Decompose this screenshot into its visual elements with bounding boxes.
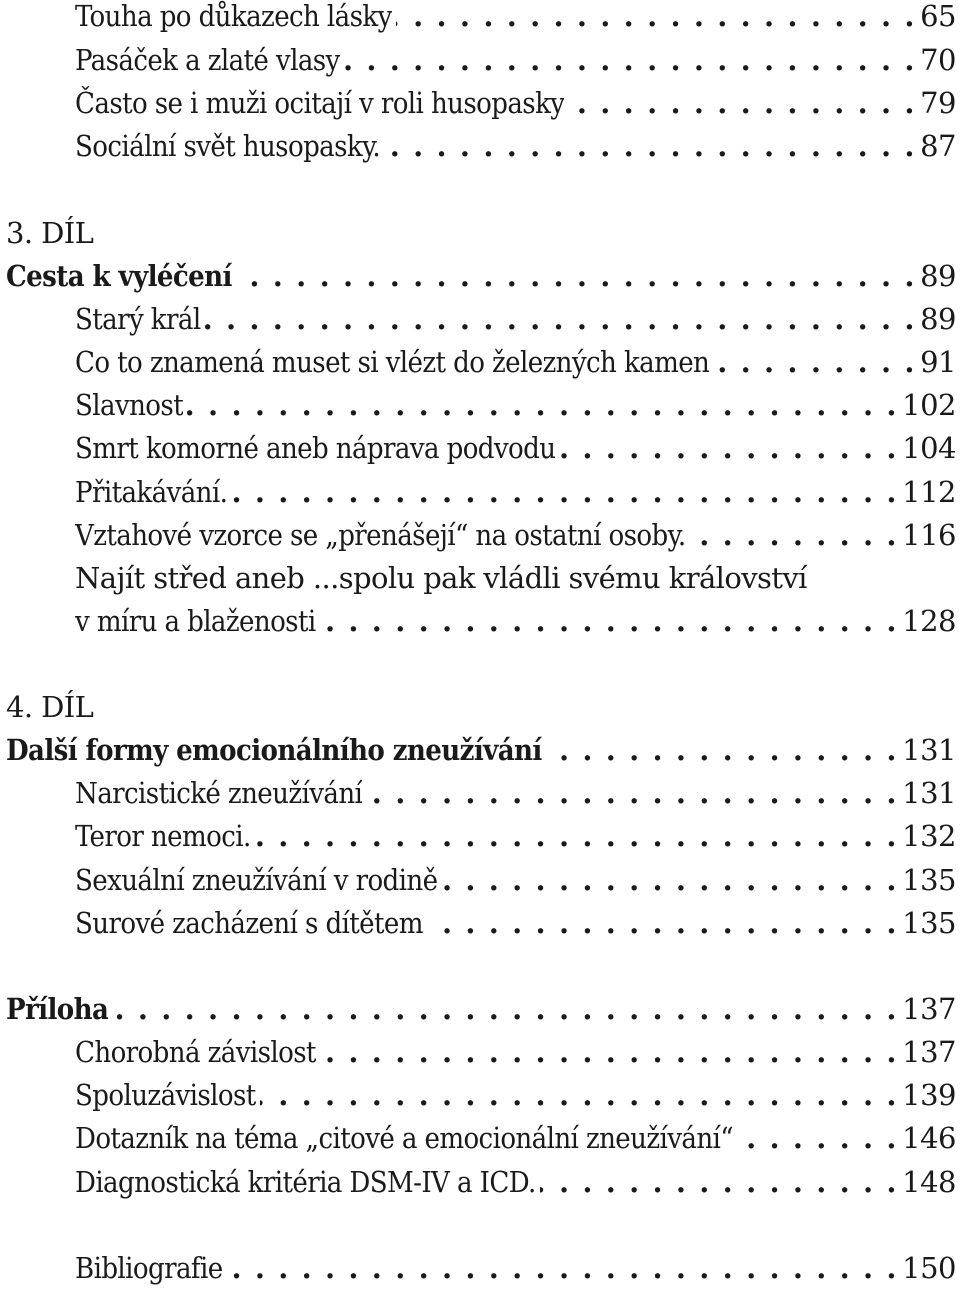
entry-page: 139 — [902, 1078, 956, 1112]
entry-page: 132 — [902, 819, 956, 853]
entry-page: 91 — [920, 345, 956, 379]
entry-page: 87 — [920, 129, 956, 163]
section-page: 137 — [902, 992, 956, 1026]
toc-entry — [75, 299, 956, 339]
toc-entry — [75, 428, 956, 468]
dot-leader — [690, 515, 899, 555]
dot-leader — [366, 773, 898, 813]
toc-entry — [75, 1162, 956, 1202]
dot-leader — [227, 1248, 899, 1288]
toc-entry — [75, 126, 956, 166]
section-title: Příloha — [6, 992, 109, 1026]
entry-title-line2: v míru a blaženosti — [75, 604, 316, 638]
toc-entry — [75, 816, 956, 856]
toc-section-heading — [6, 989, 956, 1029]
entry-title: Surové zacházení s dítětem — [75, 906, 423, 940]
dot-leader — [540, 1162, 898, 1202]
dot-leader — [260, 1075, 898, 1115]
toc-entry — [75, 1032, 956, 1072]
toc-entry — [75, 342, 956, 382]
entry-title: Narcistické zneužívání — [75, 776, 363, 810]
entry-page: 89 — [920, 302, 956, 336]
entry-title: Přitakávání. — [75, 475, 228, 509]
toc-entry — [75, 0, 956, 36]
dot-leader — [320, 1032, 898, 1072]
section-page: 89 — [920, 259, 956, 293]
entry-title: Sociální svět husopasky. — [75, 129, 381, 163]
entry-page: 150 — [902, 1251, 956, 1285]
entry-title: Smrt komorné aneb náprava podvodu — [75, 431, 556, 465]
entry-title: Starý král — [75, 302, 201, 336]
section-title: Další formy emocionálního zneužívání — [6, 733, 542, 767]
entry-page: 116 — [902, 518, 956, 552]
part-label: 4. DÍL — [6, 690, 94, 724]
dot-leader — [568, 83, 916, 123]
toc-entry — [75, 83, 956, 123]
entry-page: 112 — [902, 475, 956, 509]
dot-leader — [559, 428, 898, 468]
dot-leader — [427, 903, 898, 943]
toc-entry — [75, 515, 956, 555]
dot-leader — [344, 40, 916, 80]
toc-entry — [75, 860, 956, 900]
entry-page: 104 — [902, 431, 956, 465]
entry-title-line1: Najít střed aneb ...spolu pak vládli svému království — [75, 561, 807, 595]
toc-entry — [75, 385, 956, 425]
entry-title: Bibliografie — [75, 1251, 223, 1285]
dot-leader — [546, 730, 898, 770]
entry-title: Co to znamená muset si vlézt do železných kamen — [75, 345, 710, 379]
entry-title: Teror nemoci. — [75, 819, 251, 853]
part-label: 3. DÍL — [6, 216, 94, 250]
toc-entry — [75, 40, 956, 80]
dot-leader — [384, 126, 916, 166]
entry-page: 135 — [902, 863, 956, 897]
entry-title: Touha po důkazech lásky — [75, 0, 392, 33]
entry-page: 137 — [902, 1035, 956, 1069]
entry-page: 70 — [920, 43, 956, 77]
dot-leader — [713, 342, 916, 382]
dot-leader — [737, 1118, 898, 1158]
toc-entry — [75, 773, 956, 813]
entry-page: 146 — [902, 1121, 956, 1155]
dot-leader — [205, 299, 917, 339]
toc-entry — [75, 472, 956, 512]
entry-page: 148 — [902, 1165, 956, 1199]
entry-title: Vztahové vzorce se „přenášejí“ na ostatní osoby. — [75, 518, 686, 552]
toc-entry — [75, 1248, 956, 1288]
toc-entry — [75, 1075, 956, 1115]
entry-page: 131 — [902, 776, 956, 810]
toc-entry — [75, 1118, 956, 1158]
entry-title: Často se i muži ocitají v roli husopasky — [75, 86, 565, 120]
dot-leader — [255, 816, 898, 856]
entry-title: Diagnostická kritéria DSM-IV a ICD. — [75, 1165, 536, 1199]
entry-title: Pasáček a zlaté vlasy — [75, 43, 340, 77]
entry-title: Spoluzávislost — [75, 1078, 256, 1112]
dot-leader — [441, 860, 898, 900]
dot-leader — [320, 601, 899, 641]
dot-leader — [236, 256, 916, 296]
section-page: 131 — [902, 733, 956, 767]
entry-title: Slavnost — [75, 388, 184, 422]
toc-section-heading — [6, 730, 956, 770]
entry-title: Sexuální zneužívání v rodině — [75, 863, 438, 897]
toc-section-heading — [6, 256, 956, 296]
entry-title: Chorobná závislost — [75, 1035, 316, 1069]
entry-page: 102 — [902, 388, 956, 422]
entry-page: 135 — [902, 906, 956, 940]
entry-title: Dotazník na téma „citové a emocionální zneužívání“ — [75, 1121, 734, 1155]
dot-leader — [231, 472, 898, 512]
toc-entry — [75, 601, 956, 641]
dot-leader — [112, 989, 898, 1029]
dot-leader — [187, 385, 898, 425]
dot-leader — [396, 0, 916, 36]
toc-entry — [75, 903, 956, 943]
entry-page: 65 — [920, 0, 956, 33]
entry-page: 79 — [920, 86, 956, 120]
section-title: Cesta k vyléčení — [6, 259, 232, 293]
entry-page: 128 — [902, 604, 956, 638]
